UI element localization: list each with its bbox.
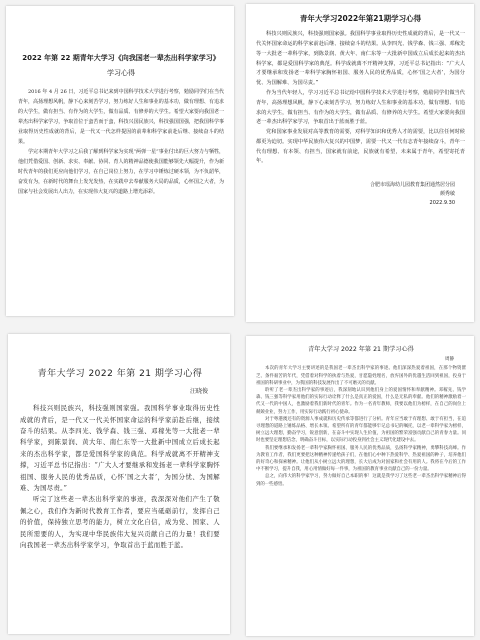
doc3-title: 青年大学习 2022 年第 21 期学习心得 <box>37 369 203 379</box>
doc3-paragraph: 听完了这些老一辈杰出科学家的事迹，我深深对他们产生了敬佩之心，我们作为新时代教育工作者，要应当砥砺前行，发挥自己的价值，保持独立思考的能力，树立文化自信，成为党、国家、人民所需要的人，为实现中华民族伟大复兴贡献自己的力量！我们要向我国老一辈杰出科学家学习，争取首出于蓝而胜于蓝。 <box>20 495 220 550</box>
doc2-date: 2022.9.30 <box>429 200 455 207</box>
doc2-author: 颜秀敏 <box>439 191 455 198</box>
doc4-paragraph: 总之，向伟大的科学家学习，努力做好自己本职的事！这就是我学习了这些老一辈杰出科学家精神后得到的一些感悟。 <box>256 474 466 487</box>
doc1-title: 2022 年第 22 期青年大学习《向我国老一辈杰出科学家学习》 <box>22 54 220 62</box>
doc2-school: 合肥市瑶海幼儿园教育集团通然居分园 <box>369 182 455 189</box>
doc1-subtitle: 学习心得 <box>107 69 135 78</box>
doc1-paragraph: 2016 年 4 月 26 日，习近平总书记来到中国科学技术大学进行考察，勉励同学们在当代青年，高扬理想风帆，静下心来刻苦学习，努力练好人生和事业的基本功，做有理想、有追求的大学生，做有担当、有作为的大学生，做有品质、有修养的大学生。希望大家要向我国老一辈杰出科学家学习，争取首位于蛮苦而于蛮，科技兴国民族兴，科技强国国强，把我国科学事业取得历史性成就的背后，是一代又一代怎样提因的前辈和科学家前赴后继、接续奋斗的结果。 <box>18 89 224 146</box>
doc4-paragraph: 本次的青年大学习主要讲述的是我国老一辈杰出科学家的事迹。他们深深热爱着祖国，在那个物资匮乏、条件艰苦的年代，凭借着对科学的执着与热爱，甘愿隐姓埋名，放弃国外的优越生活回到祖国，投身于祖国的科研事业中，为我国的科技发展作出了不可磨灭的贡献。 <box>256 366 466 386</box>
doc3-paragraph: 科技兴则民族兴，科技强则国家强。我国科学事业取得历史性成就的背后，是一代又一代关怀国家命运的科学家前赴后继，接续奋斗的结果。从李四光、钱学森、钱三强、邓稼先等一大批老一辈科学家，到陈景润、黄大年、南仁东等一大批新中国成立后成长起来的杰出科学家，都是爱国科学家的典范。科学成就离不开精神支撑，习近平总书记指出：“广大人才要继承和发扬老一辈科学家胸怀祖国、服务人民的优秀品质，心怀‘国之大者’，为国分忧、为国解难、为国尽责。” <box>20 404 220 492</box>
doc3-author: 汪晓俊 <box>189 388 208 396</box>
doc2-title: 青年大学习2022年第21期学习心得 <box>299 14 422 23</box>
doc4-paragraph: 聆听了老一辈杰出科学家的事迹后，我深刻地认识到他们身上的爱国情怀和奉献精神。邓稼先、钱学森、钱三强等科学家用他们的实际行动诠释了什么是真正的爱国，什么是无私的奉献。他们的精神激励着一代又一代的中国人，也激励着我们新时代的青年。作为一名青年教师，我要以他们为榜样，在自己的岗位上兢兢业业，努力工作，用实际行动践行初心使命。 <box>256 387 466 415</box>
document-page-2 <box>246 4 474 322</box>
doc2-paragraph: 科技兴则民族兴，科技强则国家强。我国科学事业取得历史性成就的背后，是一代又一代关怀国家命运的科学家前赴后继、接续奋斗的结果。从李四光、钱学森、钱三强、邓稼先等一大批老一辈科学家，到陈景润、黄大年、南仁东等一大批新中国成立后成长起来的杰出科学家，都是爱国科学家的典范。科学成就离不开精神支撑，习近平总书记指出：“广大人才要继承和发扬老一辈科学家胸怀祖国、服务人民的优秀品质，心怀‘国之大者’，为国分忧、为国解难、为国尽责。” <box>256 31 465 87</box>
doc4-title: 青年大学习 2022 年第 21 期学习心得 <box>308 346 414 353</box>
doc4-paragraph: 我们要继承和发扬老一辈科学家胸怀祖国、服务人民的优秀品质，弘扬科学家精神，勇攀科技高峰。作为教育工作者，我们更要把这种精神传递给孩子们，在他们心中种下热爱科学、热爱祖国的种子，培养他们的好奇心和探索精神。让他们从小树立远大的理想，长大后成为对国家和社会有用的人。我将在今后的工作中不断学习，提升自我，用心用情做好每一件事，为祖国的教育事业贡献自己的一份力量。 <box>256 445 466 473</box>
doc2-paragraph: 作为当代年轻人，学习习近平总书记给中国科学技术大学进行考察，勉励同学们做当代青年，高扬理想风帆，静下心来刻苦学习，努力练好人生和事业的基本功，做有理想、有追求的大学生，做有担当、有作为的大学生，做有品质、有修养的大学生。希望大家要向我国老一辈杰出科学家学习，争取首出于蓝而胜于蓝。 <box>256 89 465 126</box>
doc1-paragraph: 学完本期青年大学习之后我了解到科学家为实现“两弹一星”事业付出的巨大努力与牺牲，他们凭借爱国、创新、求实、奉献、协同、育人的精神品德使我国能够领先大幅提升，作为新时代青年的我们更应向他们学习，在自己岗位上努力，在学习中锤炼过硬本领，为不负韶华，奋发有为，在新时代的舞台上发光发热，在实践中去奉献服务大局的品质，心怀国之大者，为国家与社会发展出人出力，在实现伟大复兴的道路上增光添彩。 <box>18 149 224 196</box>
document-page-3 <box>8 334 230 634</box>
doc4-author: 周静 <box>445 357 454 363</box>
document-page-4 <box>246 336 474 636</box>
doc2-paragraph: 党和国家事业发展对高等教育的需要，对科学知识和优秀人才的需要，比以往任何时候都更为迫切。实现中华民族伟大复兴的中国梦，需要一代又一代有志青年接续奋斗，青年一代有理想、有本领、有担当，国家就有前途，民族就有希望，未来属于青年，希望寄托青年。 <box>256 129 465 165</box>
doc4-paragraph: 对于粤港澳还有的资源人事成就和历史传承等都进行了分析。青年应当敢于有理想、敢于有担当，在追寻理想的道路上锤炼品格、增长本领。希望所有的青年都能够牢记总书记的嘱托，以老一辈科学家为榜样，树立远大理想，勤奋学习，锐意创新，在奋斗中实现人生价值，为祖国的繁荣富强贡献自己的青春力量。同时也要坚定理想信念，明确奋斗目标，以实际行动投身到社会主义现代化建设中去。 <box>256 416 466 444</box>
document-page-1 <box>6 6 234 316</box>
